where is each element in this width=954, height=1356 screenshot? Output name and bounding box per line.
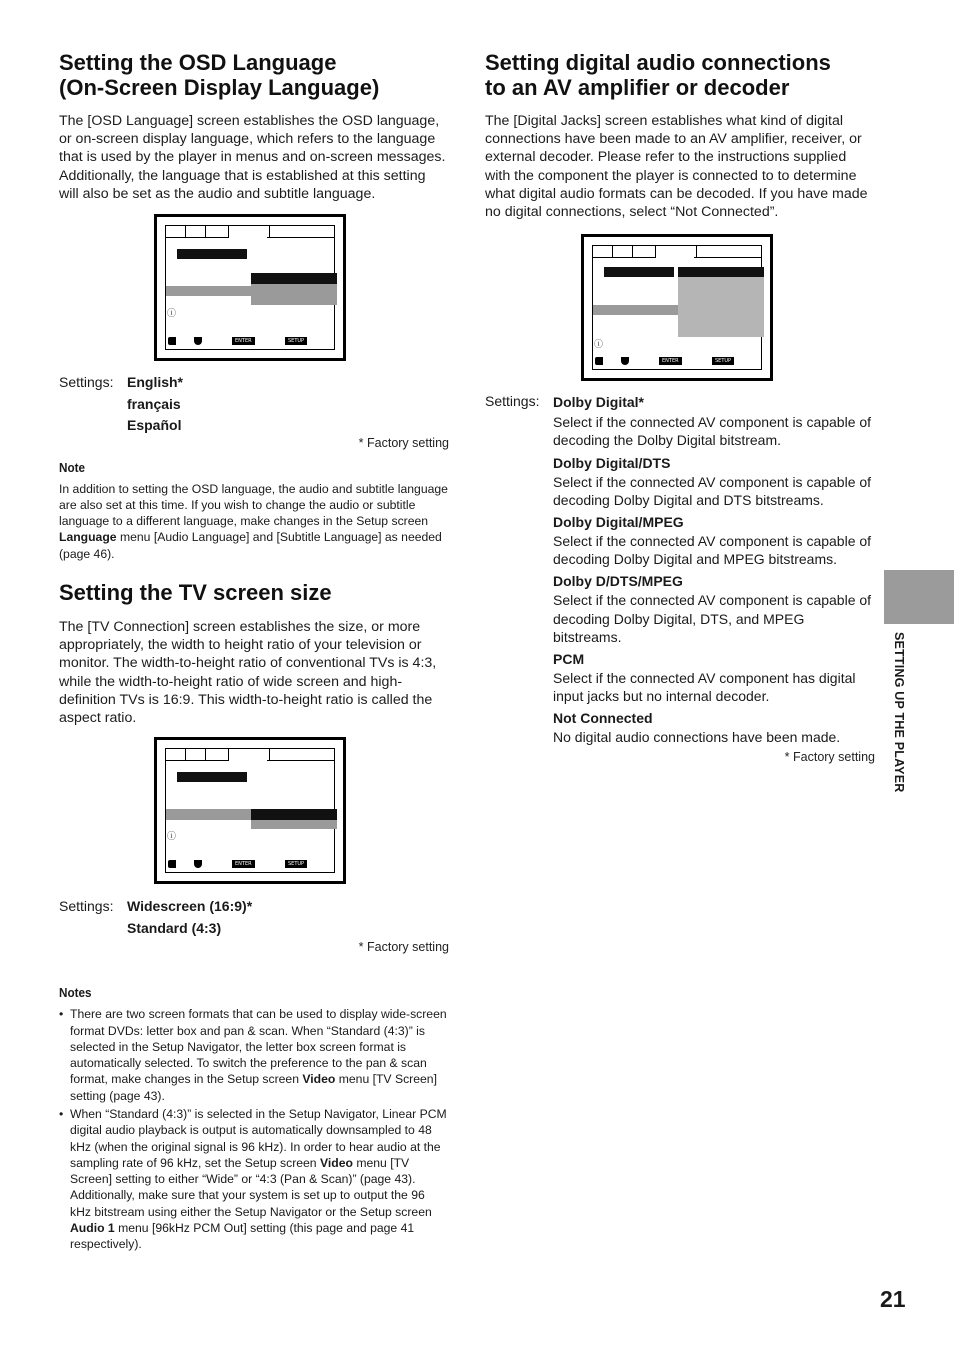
selected-option bbox=[678, 267, 764, 277]
digital-section-title: Setting digital audio connections to an AV amplifier or decoder bbox=[485, 50, 831, 100]
screen-tabs bbox=[166, 226, 270, 238]
info-icon: ⓘ bbox=[167, 308, 177, 319]
current-item bbox=[166, 809, 251, 820]
options-panel bbox=[251, 284, 337, 305]
option-dolby-digital: Dolby Digital* bbox=[553, 394, 645, 411]
setting-francais: français bbox=[127, 395, 181, 412]
option-name: Not Connected bbox=[553, 710, 653, 727]
notes-heading: Notes bbox=[59, 985, 92, 1001]
down-arrow-icon bbox=[621, 357, 629, 365]
selected-option bbox=[251, 273, 337, 284]
tv-note-1: • There are two screen formats that can be used to display wide-screen format DVDs: letter box and pan & scan. When “Standard (4:3)” is selected in the Setup Navigator, the letter box screen format is automatically selected. To switch the preference to the pan & scan format, make changes in the Setup screen Video menu [TV Screen] setting (page 43). bbox=[59, 1006, 449, 1104]
digital-screen-illustration bbox=[581, 234, 773, 381]
digital-settings: Settings: Dolby Digital* Select if the connected AV component is capable of decoding the Dolby Digital bitstream. Dolby Digital/DTS Select if the connected AV component is capable of decoding Dolby Digital and DTS bitstreams. Dolby Digital/MPEG Select if the connected AV component is capable of decoding Dolby Digital and MPEG bitstreams. Dolby D/DTS/MPEG Select if the connected AV component is capable of decoding Dolby Digital, DTS, and MPEG bitstreams. PCM Select if the connected AV component has digital input jacks but no internal decoder. Not Connected No digital audio connections have been made. bbox=[485, 391, 875, 746]
osd-note-text: In addition to setting the OSD language, the audio and subtitle language are also set at this time. If you wish to change the audio or subtitle language to a different language, make changes in the Setup screen Language menu [Audio Language] and [Subtitle Language] as needed (page 46). bbox=[59, 481, 448, 561]
digital-body-text: The [Digital Jacks] screen establishes what kind of digital connections have been made to an AV amplifier, receiver, or external decoder. Please refer to the instructions supplied with the component the player is connected to to determine what digital audio formats can be decoded. If you have made no digital connections, select “Not Connected”. bbox=[485, 113, 868, 221]
enter-button-icon: ENTER bbox=[659, 357, 682, 365]
tv-note-2: • When “Standard (4:3)” is selected in the Setup Navigator, Linear PCM digital audio playback is output is automatically downsampled to 48 kHz (when the original signal is 96 kHz). In order to hear audio at the sampling rate of 96 kHz, set the Setup screen Video menu [TV Screen] setting to either “Wide” or “4:3 (Pan & Scan)” (page 43). Additionally, make sure that your system is set up to output the 96 kHz bitstream using either the Setup Navigator or the Setup screen Audio 1 menu [96kHz PCM Out] setting (this page and page 41 respectively). bbox=[59, 1106, 449, 1253]
tv-screen-illustration bbox=[154, 737, 346, 884]
tv-body-text: The [TV Connection] screen establishes the size, or more appropriately, the width to height ratio of your television or monitor. The width-to-height ratio of conventional TVs is 4:3, while the width-to-height ratio of wide screen and high-definition TVs is 16:9. This width-to-height ratio is called the aspect ratio. bbox=[59, 619, 437, 727]
down-arrow-icon bbox=[194, 860, 202, 868]
left-column bbox=[59, 50, 449, 1255]
factory-setting-note: * Factory setting bbox=[358, 940, 449, 955]
info-icon: ⓘ bbox=[594, 339, 604, 350]
tv-settings: Settings: Widescreen (16:9)* Standard (4:3) bbox=[59, 896, 449, 939]
left-arrow-icon bbox=[595, 357, 603, 365]
page-number: 21 bbox=[880, 1286, 906, 1312]
setup-button-icon: SETUP bbox=[285, 337, 307, 345]
setup-button-icon: SETUP bbox=[285, 860, 307, 868]
left-arrow-icon bbox=[168, 860, 176, 868]
left-arrow-icon bbox=[168, 337, 176, 345]
current-item bbox=[593, 305, 678, 315]
down-arrow-icon bbox=[194, 337, 202, 345]
factory-setting-note: * Factory setting bbox=[784, 749, 875, 764]
info-icon: ⓘ bbox=[167, 831, 177, 842]
options-panel bbox=[678, 277, 764, 337]
option-desc: No digital audio connections have been made. bbox=[553, 729, 841, 746]
option-name: Dolby Digital/MPEG bbox=[553, 514, 684, 531]
setting-standard: Standard (4:3) bbox=[127, 919, 222, 936]
right-column bbox=[485, 50, 875, 764]
note-heading: Note bbox=[59, 459, 86, 475]
option-name: PCM bbox=[553, 651, 585, 668]
current-item bbox=[166, 286, 251, 296]
setup-button-icon: SETUP bbox=[712, 357, 734, 365]
side-section-label: SETTING UP THE PLAYER bbox=[892, 632, 906, 793]
option-desc: Select if the connected AV component is capable of decoding Dolby Digital and MPEG bitstreams. bbox=[553, 533, 872, 568]
setting-english: English* bbox=[127, 374, 184, 391]
option-desc: Select if the connected AV component has digital input jacks but no internal decoder. bbox=[553, 670, 856, 705]
option-name: Dolby D/DTS/MPEG bbox=[553, 573, 683, 590]
osd-body-text: The [OSD Language] screen establishes the OSD language, or on-screen display language, which refers to the language that is used by the player in menus and on-screen messages. Additionally, the language that is established at this setting will also be set as the audio and subtitle language. bbox=[59, 113, 446, 202]
option-desc: Select if the connected AV component is capable of decoding Dolby Digital, DTS, and MPEG bitstreams. bbox=[553, 592, 872, 645]
osd-settings: Settings: English* français Español bbox=[59, 372, 449, 437]
options-panel bbox=[251, 820, 337, 829]
menu-title-bar bbox=[177, 249, 247, 259]
selected-option bbox=[251, 809, 337, 820]
side-section-tab bbox=[884, 570, 954, 624]
setting-widescreen: Widescreen (16:9)* bbox=[127, 898, 253, 915]
tv-section-title: Setting the TV screen size bbox=[59, 580, 332, 605]
menu-title-bar bbox=[604, 267, 674, 277]
option-desc: Select if the connected AV component is capable of decoding Dolby Digital and DTS bitstreams. bbox=[553, 473, 872, 508]
menu-title-bar bbox=[177, 772, 247, 782]
option-name: Dolby Digital/DTS bbox=[553, 454, 671, 471]
osd-screen-illustration bbox=[154, 214, 346, 361]
osd-section-title: Setting the OSD Language (On-Screen Display Language) bbox=[59, 50, 380, 100]
enter-button-icon: ENTER bbox=[232, 337, 255, 345]
enter-button-icon: ENTER bbox=[232, 860, 255, 868]
setting-espanol: Español bbox=[127, 417, 182, 434]
factory-setting-note: * Factory setting bbox=[358, 435, 449, 450]
option-dolby-digital-desc: Select if the connected AV component is capable of decoding the Dolby Digital bitstream. bbox=[553, 414, 872, 449]
